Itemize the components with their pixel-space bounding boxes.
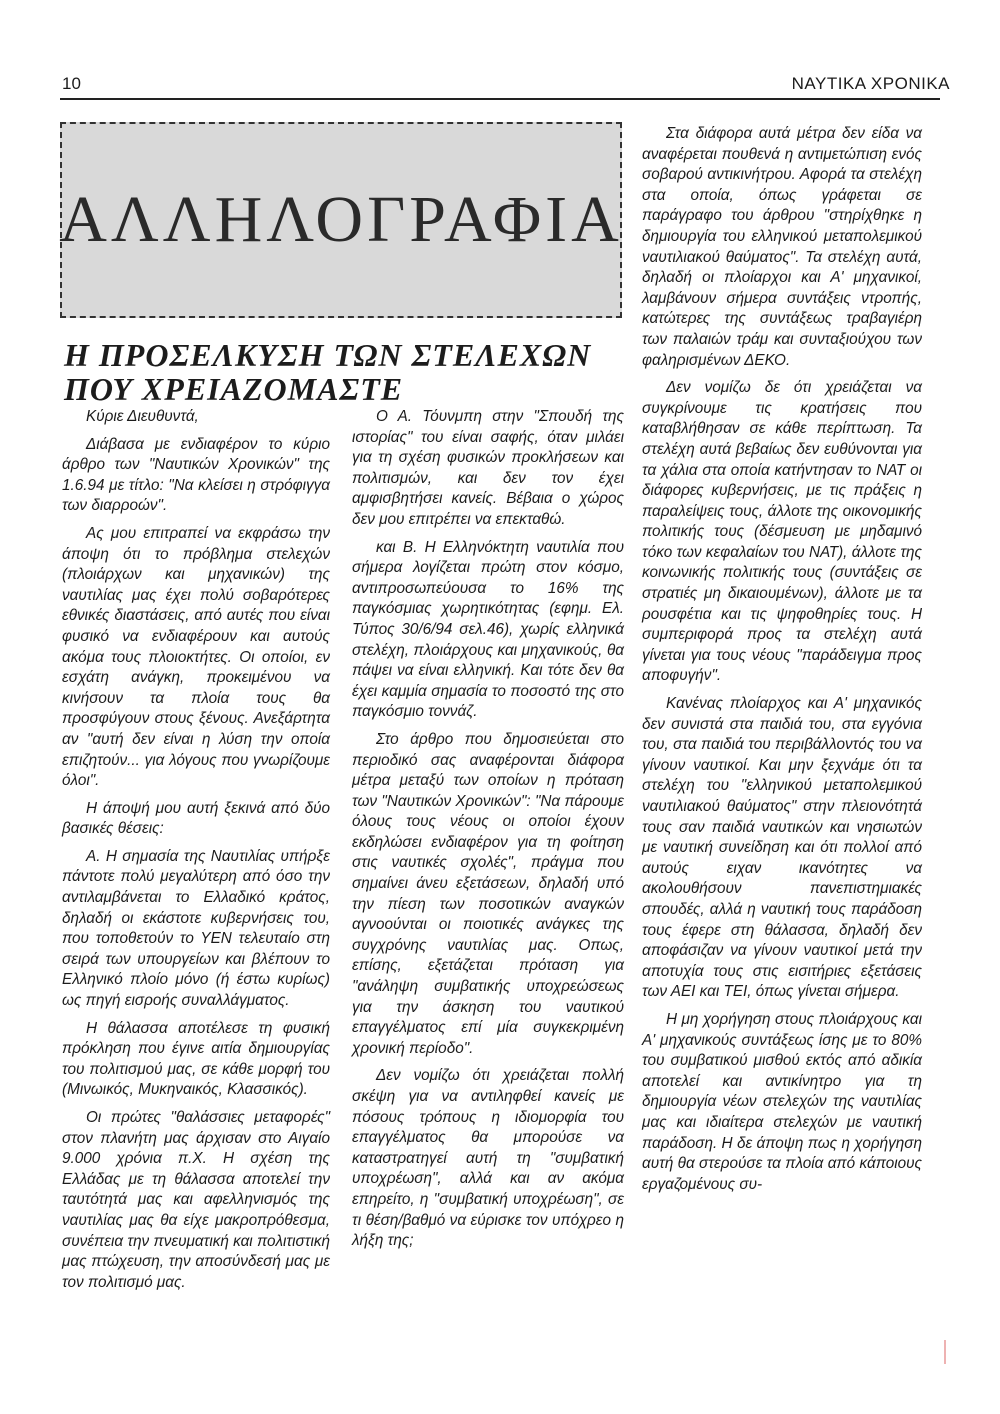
article-title: Η ΠΡΟΣΕΛΚΥΣΗ ΤΩΝ ΣΤΕΛΕΧΩΝ ΠΟΥ ΧΡΕΙΑΖΟΜΑΣΤΕ <box>64 337 592 407</box>
paragraph: Στο άρθρο που δημοσιεύεται στο περιοδικό σας αναφέρονται διάφορα μέτρα μεταξύ των οποίων η πρόταση των "Ναυτικών Χρονικών": "Να πάρουμε όλους τους νέους οι οποίοι έχουν εκδηλώσει ενδιαφέρον για τη φοίτηση στις ναυτικές σχολές", πράγμα που σημαίνει άνευ εξετάσεων, δηλαδή υπό την πίεση των ποσοτικών αναγκών αγνοούνται οι ποιοτικές ανάγκες της συγχρόνης ναυτιλίας μας. Οπως, επίσης, εξετάζεται πρόταση για "ανάληψη συμβατικής υποχρεώσεως για την άσκηση του ναυτικού επαγγέλματος επί μία συγκεκριμένη χρονική περίοδο". <box>352 730 624 1057</box>
paragraph: Διάβασα με ενδιαφέρον το κύριο άρθρο των "Ναυτικών Χρονικών" της 1.6.94 με τίτλο: "Να κλείσει η στρόφιγγα των διαρροών". <box>62 435 330 515</box>
paragraph: και Β. Η Ελληνόκτητη ναυτιλία που σήμερα λογίζεται πρώτη στον κόσμο, αντιπροσωπεύουσα το 16% της παγκόσμιας χωρητικότητας (εφημ. Ελ. Τύπος 30/6/94 σελ.46), χωρίς ελληνικά στελέχη, πλοιάρχους και μηχανικούς, θα πάψει να είναι ελληνική. Και τότε δεν θα έχει καμμία σημασία το ποσοστό της στο παγκόσμιο τοννάζ. <box>352 538 624 721</box>
paragraph: Η μη χορήγηση στους πλοιάρχους και Α' μηχανικούς συντάξεως ίσης με το 80% του συμβατικού μισθού εκτός από αδικία αποτελεί και αντικίνητρο για τη δημιουργία νέων στελεχών της ναυτιλίας μας και ιδιαίτερα στελεχών με ναυτική παράδοση. Η δε άποψη πως η χορήγηση αυτή θα στερούσε τα πλοία από κάποιους εργαζομένους συ- <box>642 1010 922 1193</box>
margin-mark <box>944 1340 946 1364</box>
column-3 <box>642 124 922 1202</box>
paragraph: Η θάλασσα αποτέλεσε τη φυσική πρόκληση που έγινε αιτία δημιουργίας του πολιτισμού μας, σε κάθε μορφή του (Μινωικός, Μυκηναικός, Κλασσικός). <box>62 1019 330 1099</box>
paragraph: Η άποψή μου αυτή ξεκινά από δύο βασικές θέσεις: <box>62 799 330 838</box>
column-2 <box>352 407 624 1259</box>
paragraph: Δεν νομίζω δε ότι χρειάζεται να συγκρίνουμε τις κρατήσεις που καταβλήθησαν σε κάθε περίπτωση. Τα στελέχη αυτά βεβαίως δεν ευθύνονται για τα χάλια στα οποία κατήντησαν το ΝΑΤ οι διάφορες κυβερνήσεις, με τις πράξεις η παραλείψεις τους, άλλοτε της οικονομικής πολιτικής τους (δέσμευση με μηδαμινό τόκο των κεφαλαίων του ΝΑΤ), άλλοτε της κοινωνικής πολιτικής τους (συντάξεις σε στρατιές μη δικαιουμένων), άλλοτε με τα ρουσφέτια και τις ψηφοθηρίες τους. Η συμπεριφορά προς τα στελέχη αυτά γίνεται για τους νέους "παράδειγμα προς αποφυγήν". <box>642 379 922 685</box>
paragraph: Ας μου επιτραπεί να εκφράσω την άποψη ότι το πρόβλημα στελεχών (πλοιάρχων και μηχανικών) της ναυτιλίας μας έχει πολύ σοβαρότερες εθνικές διαστάσεις, από αυτές που είναι φυσικό να ενδιαφέρουν και αυτούς ακόμα τους πλοιοκτήτες. Οι οποίοι, εν εσχάτη ανάγκη, προκειμένου να κινήσουν τα πλοία τους θα προσφύγουν στους ξένους. Ανεξάρτητα αν "αυτή δεν είναι η λύση την οποία επιζητούν... για λόγους που γνωρίζουμε όλοι". <box>62 524 330 790</box>
header-rule <box>60 98 940 100</box>
paragraph: Ο Α. Τόυνμπη στην "Σπουδή της ιστορίας" του είναι σαφής, όταν μιλάει για τη σχέση φυσικών προκλήσεων και πολιτισμών, και δεν τον έχει αμφισβητήσει κανείς. Βέβαια ο χώρος δεν μου επιτρέπει να επεκταθώ. <box>352 408 624 528</box>
column-1 <box>62 407 330 1300</box>
page-number: 10 <box>62 74 81 93</box>
paragraph: Δεν νομίζω ότι χρειάζεται πολλή σκέψη για να αντιληφθεί κανείς με πόσους τρόπους η ιδιομορφία του επαγγέλματος θα μπορούσε να καταστρατηγεί αυτή τη "συμβατική υποχρέωση", αλλά και αν ακόμα επηρείτο, η "συμβατική υποχρέωση", σε τι θέση/βαθμό να εύρισκε τον υπόχρεο η λήξη της; <box>352 1067 624 1250</box>
paragraph: Κύριε Διευθυντά, <box>86 408 199 425</box>
section-masthead <box>60 122 622 318</box>
section-heading: ΑΛΛΗΛΟΓΡΑΦΙΑ <box>59 183 623 256</box>
paragraph: Α. Η σημασία της Ναυτιλίας υπήρξε πάντοτε πολύ μεγαλύτερη από όσο την αντιλαμβάνεται το Ελλαδικό κράτος, δηλαδή οι εκάστοτε κυβερνήσεις του, που τοποθετούν το ΥΕΝ τελευταίο στη σειρά των υπουργείων και βλέπουν το Ελληνικό πλοίο μόνο (ή έστω κυρίως) ως πηγή εισροής συναλλάγματος. <box>62 847 330 1010</box>
paragraph: Κανένας πλοίαρχος και Α' μηχανικός δεν συνιστά στα παιδιά του, στα εγγόνια του, στα παιδιά του περιβάλλοντός του να γίνουν ναυτικοί. Και μην ξεχνάμε ότι τα στελέχη του "ελληνικού μεταπολεμικού ναυτιλιακού θαύματος" στην πλειονότητά τους σαν παιδιά ναυτικών και νησιωτών με ναυτική συνείδηση και ότι πολλοί από αυτούς ειχαν ικανότητες να ακολουθήσουν πανεπιστημιακές σπουδές, αλλά η ναυτική τους παράδοση τους έφερε στη θάλασσα, δηλαδή δεν αποφάσιζαν να γίνουν ναυτικοί μετά την αποτυχία τους στις εισιτήριες εξετάσεις των ΑΕΙ και ΤΕΙ, όπως γίνεται σήμερα. <box>642 695 922 1001</box>
publication-title: ΝΑΥΤΙΚΑ ΧΡΟΝΙΚΑ <box>791 74 950 93</box>
paragraph: Στα διάφορα αυτά μέτρα δεν είδα να αναφέρεται πουθενά η αντιμετώπιση ενός σοβαρού αντικινήτρου. Αφορά τα στελέχη στα οποία, όπως γράφεται σε παράγραφο του άρθρου "στηρίχθηκε η δημιουργία του ελληνικού μεταπολεμικού ναυτιλιακού θαύματος". Τα στελέχη αυτά, δηλαδή οι πλοίαρχοι και Α' μηχανικοί, λαμβάνουν σήμερα συντάξεις ντροπής, κατώτερες της συντάξεως τραβαγιέρη των παλαιών τράμ και συνταξιούχου των φαληρισμένων ΔΕΚΟ. <box>642 125 922 369</box>
paragraph: Οι πρώτες "θαλάσσιες μεταφορές" στον πλανήτη μας άρχισαν στο Αιγαίο 9.000 χρόνια π.Χ. Η σχέση της Ελλάδας με τη θάλασσα αποτελεί την ταυτότητά μας και αφελληνισμός της ναυτιλίας μας θα είχε μακροπρόθεσμα, συνέπεια την πνευματική και πολιτιστική μας πτώχευση, την αποσύνδεσή μας με τον πολιτισμό μας. <box>62 1109 331 1291</box>
